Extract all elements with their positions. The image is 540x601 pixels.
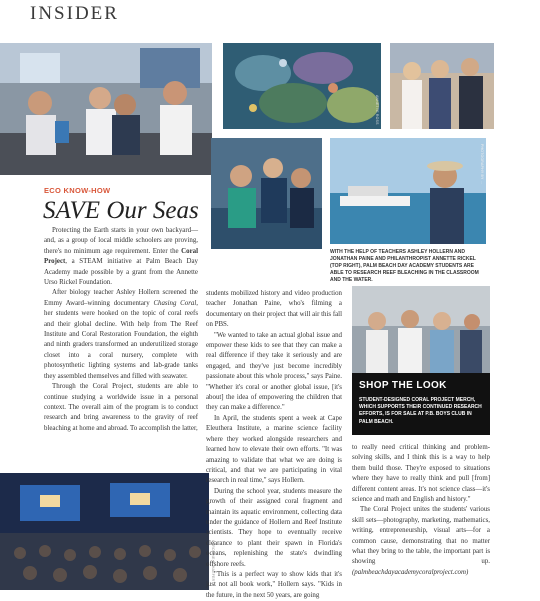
research-boat-photo: [330, 138, 486, 244]
col1-paragraph-3: Through the Coral Project, students are able to continue studying a worldwide issue in a personal context. The overall aim of the program is to conduct research and bring awareness to the gravity of reef bleaching at home and abroad. To accomplish the latter,: [44, 383, 198, 432]
students-tank-photo: [211, 138, 322, 249]
col3-paragraph-1: to really need critical thinking and problem-solving skills, and I think this is a way to help them build those. They're exposed to situations where they have to really think and pull [from] different content areas. It's not science class—it's science and math and English and history.": [352, 444, 490, 504]
project-website-link[interactable]: (palmbeachdayacademycoralproject.com): [352, 568, 469, 576]
documentary-title: Chasing Coral: [153, 299, 197, 307]
boat-photo-credit: PHOTOGRAPHY BY ...: [480, 144, 484, 185]
shop-title: SHOP THE LOOK: [359, 380, 447, 391]
coral-photo-credit: ANNETTE ROSS: [375, 95, 379, 125]
col1-paragraph-2: After biology teacher Ashley Hollern screened the Emmy Award–winning documentary Chasing Coral, her students were hooked on the topic of coral reefs and their global decline. With help from The Reef Institute and Coral Restoration Foundation, the eighth and ninth graders transformed an underutilized storage closet into a coral nursery, complete with photosynthetic lighting systems and lab-grade tanks they assembled themselves and filled with seawater.: [44, 289, 199, 380]
section-kicker: ECO KNOW-HOW: [44, 186, 111, 195]
col2-paragraph-4: During the school year, students measure the growth of their assigned coral fragment and maintain its aquatic environment, collecting data under the guidance of Hollern and Reef Institute scientists. They hope to eventually receive clearance to plant their spawn in Florida's oceans, replenishing the state's dwindling offshore reefs.: [206, 487, 342, 568]
col1-paragraph-1: Protecting the Earth starts in your own backyard—and, as a group of local middle schoolers are proving, there's no minimum age requirement. Enter the Coral Project, a STEAM initiative at Palm Beach Day Academy made possible by a grant from the Annette Urso Rickel Foundation.: [44, 227, 198, 287]
article-headline: SAVE Our Seas: [43, 197, 199, 224]
coral-project-name: Coral Project: [44, 247, 198, 266]
col2-paragraph-1: students mobilized history and video production teacher Jonathan Paine, who's filming a documentary on their project that will air this fall on PBS.: [206, 290, 342, 329]
bottom-photo-credit: CAROLINE SCHAEFER: [211, 540, 215, 582]
auditorium-photo: [0, 473, 209, 590]
col2-paragraph-2: "We wanted to take an actual global issue and empower these kids to see that they can make a real difference if they take it seriously and are engaged, and they've just become incredibly passionate about this whole process," says Paine. "Whether it's coral or another global issue, [it's about] the idea of empowering the children that they can make a difference.": [206, 331, 342, 412]
article-column-3: [352, 443, 490, 578]
section-title: INSIDER: [30, 3, 119, 24]
col2-paragraph-3: In April, the students spent a week at Cape Eleuthera Institute, a marine science facility where they worked alongside researchers and learned how to elevate their own efforts. "It was amazing to validate that what we are doing is critical, and that we are participating in vital research in real time," says Hollern.: [206, 414, 342, 485]
article-column-1: [44, 226, 198, 434]
col3-paragraph-2: The Coral Project unites the students' various skill sets—photography, marketing, mathematics, writing, entrepreneurship, visual arts—for a common cause, demonstrating that no matter what they bring to the table, the important part is showing up. (palmbeachdayacademycoralproject.com): [352, 506, 490, 576]
photo-caption: WITH THE HELP OF TEACHERS ASHLEY HOLLERN AND JONATHAN PAINE AND PHILANTHROPIST ANNETTE RICKEL (TOP RIGHT), PALM BEACH DAY ACADEMY STUDENTS ARE ABLE TO RESEARCH REEF BLEACHING IN THE CLASSROOM AND THE WATER.: [330, 249, 479, 283]
coral-photo: [223, 43, 381, 129]
shop-body: STUDENT-DESIGNED CORAL PROJECT MERCH, WHICH SUPPORTS THEIR CONTINUED RESEARCH EFFORTS, IS FOR SALE AT P.B. BOYS CLUB IN PALM BEACH.: [359, 397, 482, 425]
students-classroom-photo: [0, 43, 212, 175]
merch-photo: [352, 286, 490, 374]
col2-paragraph-5: "This is a perfect way to show kids that it's just not all book work," Hollern says. "Kids in the future, in the next 50 years, are going: [206, 570, 342, 599]
shop-the-look-box: [352, 373, 490, 435]
article-column-2: [206, 289, 342, 601]
donors-group-photo: [390, 43, 494, 129]
